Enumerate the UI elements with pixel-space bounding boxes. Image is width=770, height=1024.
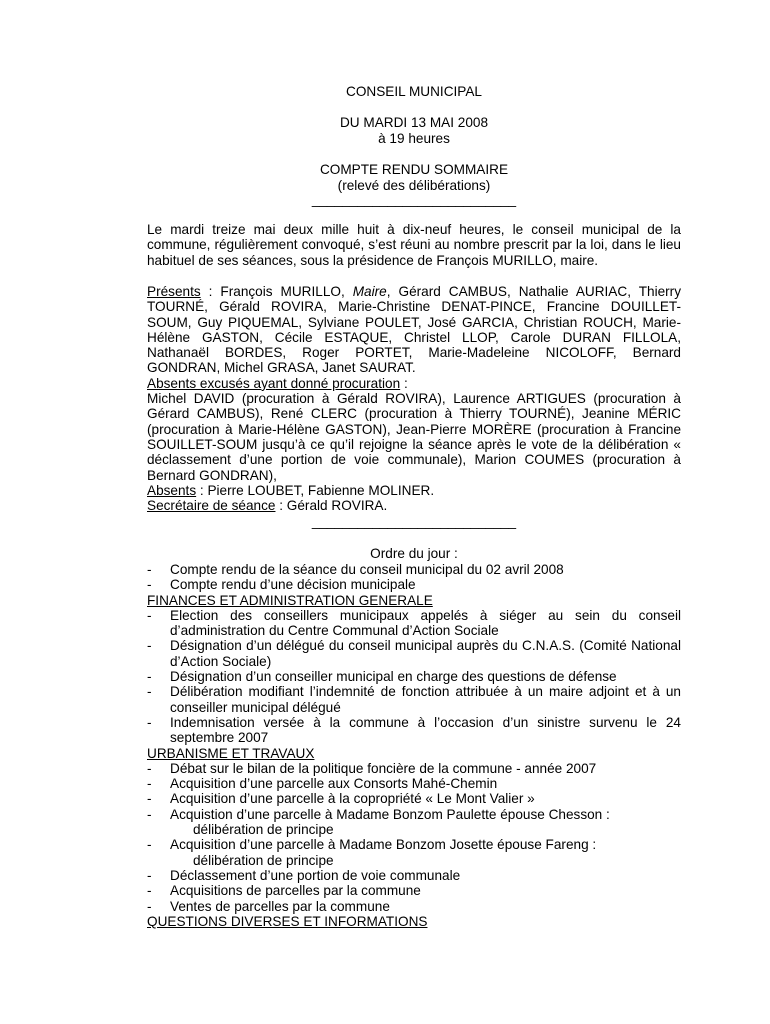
list-item: [147, 684, 681, 715]
report-subtitle: (relevé des délibérations): [337, 178, 491, 193]
attendance-section: [147, 284, 681, 513]
presents-lead: François MURILLO,: [220, 284, 353, 299]
absents-excuses-label: Absents excusés ayant donné procuration: [147, 375, 401, 391]
list-item-subtext: délibération de principe: [193, 852, 334, 868]
bullet-dash: -: [147, 638, 152, 654]
list-item-text: Délibération modifiant l’indemnité de fonction attribuée à un maire adjoint et à un conseiller municipal délégué: [170, 684, 681, 715]
presents-list: , Gérard CAMBUS, Nathalie AURIAC, Thierry TOURNÉ, Gérald ROVIRA, Marie-Christine DENAT-PINCE, Francine DOUILLET-SOUM, Guy PIQUEMAL, Sylviane POULET, José GARCIA, Christian ROUCH, Marie-Hélène GASTON, Cécile ESTAQUE, Christel LLOP, Carole DURAN FILLOLA, Nathanaël BORDES, Roger PORTET, Marie-Madeleine NICOLOFF, Bernard GONDRAN, Michel GRASA, Janet SAURAT.: [147, 284, 682, 376]
absents-excuses-heading: [147, 376, 681, 391]
list-item: [147, 837, 681, 868]
absents-excuses-text: Michel DAVID (procuration à Gérald ROVIRA), Laurence ARTIGUES (procuration à Gérard CAMBUS), René CLERC (procuration à Thierry TOURNÉ), Jeanine MÉRIC (procuration à Marie-Hélène GASTON), Jean-Pierre MORÈRE (procuration à Francine SOUILLET-SOUM jusqu’à ce qu’il rejoigne la séance après le vote de la délibération « déclassement d’une portion de voie communale), Marion COUMES (procuration à Bernard GONDRAN),: [147, 391, 681, 483]
list-item-text: Indemnisation versée à la commune à l’occasion d’un sinistre survenu le 24 septembre 2007: [170, 714, 681, 746]
list-item: [147, 715, 681, 746]
list-item-text: Compte rendu de la séance du conseil municipal du 02 avril 2008: [170, 562, 564, 577]
bullet-dash: -: [147, 837, 152, 853]
meeting-date: DU MARDI 13 MAI 2008: [339, 115, 489, 130]
list-item-text: Acquisition d’une parcelle aux Consorts Mahé-Chemin: [170, 776, 498, 792]
presents-label: Présents: [147, 284, 201, 299]
intro-paragraph: Le mardi treize mai deux mille huit à dix-neuf heures, le conseil municipal de la commune, régulièrement convoqué, s’est réuni au nombre prescrit par la loi, dans le lieu habituel de ses séances, sous la présidence de François MURILLO, maire.: [147, 222, 681, 268]
bullet-dash: -: [147, 760, 152, 776]
list-item: [147, 791, 681, 806]
bullet-dash: -: [147, 577, 152, 593]
secretaire-label: Secrétaire de séance: [147, 498, 276, 514]
list-item: [147, 608, 681, 639]
list-item-subtext: délibération de principe: [193, 822, 334, 838]
list-item-text: Acquisition d’une parcelle à Madame Bonzom Josette épouse Fareng :: [170, 837, 597, 853]
list-item-text: Election des conseillers municipaux appelés à siéger au sein du conseil d’administration du Centre Communal d’Action Sociale: [170, 607, 681, 639]
section-heading-questions: QUESTIONS DIVERSES ET INFORMATIONS: [147, 913, 428, 929]
bullet-dash: -: [147, 562, 152, 577]
list-item: [147, 577, 681, 592]
presents-paragraph: [147, 284, 681, 376]
list-item-text: Compte rendu d’une décision municipale: [170, 577, 416, 593]
list-item-text: Désignation d’un conseiller municipal en charge des questions de défense: [170, 669, 617, 685]
list-item-text: Acquisitions de parcelles par la commune: [170, 883, 421, 899]
list-item-text: Déclassement d’une portion de voie communale: [170, 867, 461, 883]
list-item-text: Acquisition d’une parcelle à la copropriété « Le Mont Valier »: [170, 791, 535, 807]
presents-role: Maire: [352, 284, 387, 299]
bullet-dash: -: [147, 684, 152, 700]
section-heading-urbanisme: URBANISME ET TRAVAUX: [147, 745, 315, 761]
absents-label: Absents: [147, 482, 197, 498]
meeting-time: à 19 heures: [378, 131, 450, 146]
list-item: [147, 868, 681, 883]
list-item-text: Débat sur le bilan de la politique foncière de la commune - année 2007: [170, 760, 597, 776]
agenda-title: Ordre du jour :: [370, 546, 458, 561]
list-item: [147, 761, 681, 776]
absents-excuses-sep: :: [400, 375, 408, 391]
agenda-list: [147, 562, 681, 929]
bullet-dash: -: [147, 607, 152, 623]
absents-paragraph: [147, 483, 681, 498]
list-item: [147, 899, 681, 914]
list-item-text: Désignation d’un délégué du conseil municipal auprès du C.N.A.S. (Comité National d’Action Sociale): [170, 638, 681, 669]
report-title: COMPTE RENDU SOMMAIRE: [319, 162, 509, 177]
list-item: [147, 638, 681, 669]
list-item: [147, 807, 681, 838]
section-heading-finances: FINANCES ET ADMINISTRATION GENERALE: [147, 592, 433, 608]
absents-text: : Pierre LOUBET, Fabienne MOLINER.: [196, 482, 435, 498]
document-title: CONSEIL MUNICIPAL: [346, 84, 482, 99]
secretaire-text: : Gérald ROVIRA.: [275, 498, 388, 514]
list-item: [147, 669, 681, 684]
bullet-dash: -: [147, 806, 152, 822]
list-item: [147, 776, 681, 791]
bullet-dash: -: [147, 669, 152, 685]
bullet-dash: -: [147, 776, 152, 792]
list-item-text: Acquistion d’une parcelle à Madame Bonzom Paulette épouse Chesson :: [170, 806, 610, 822]
bullet-dash: -: [147, 867, 152, 883]
secretaire-paragraph: [147, 498, 681, 513]
bullet-dash: -: [147, 898, 152, 914]
list-item-text: Ventes de parcelles par la commune: [170, 898, 390, 914]
presents-sep: :: [200, 284, 221, 299]
bullet-dash: -: [147, 791, 152, 807]
list-item: [147, 562, 681, 577]
header-rule: ___________________________: [311, 192, 517, 207]
bullet-dash: -: [147, 883, 152, 899]
list-item: [147, 883, 681, 898]
section-rule: ___________________________: [311, 514, 517, 529]
bullet-dash: -: [147, 714, 152, 730]
